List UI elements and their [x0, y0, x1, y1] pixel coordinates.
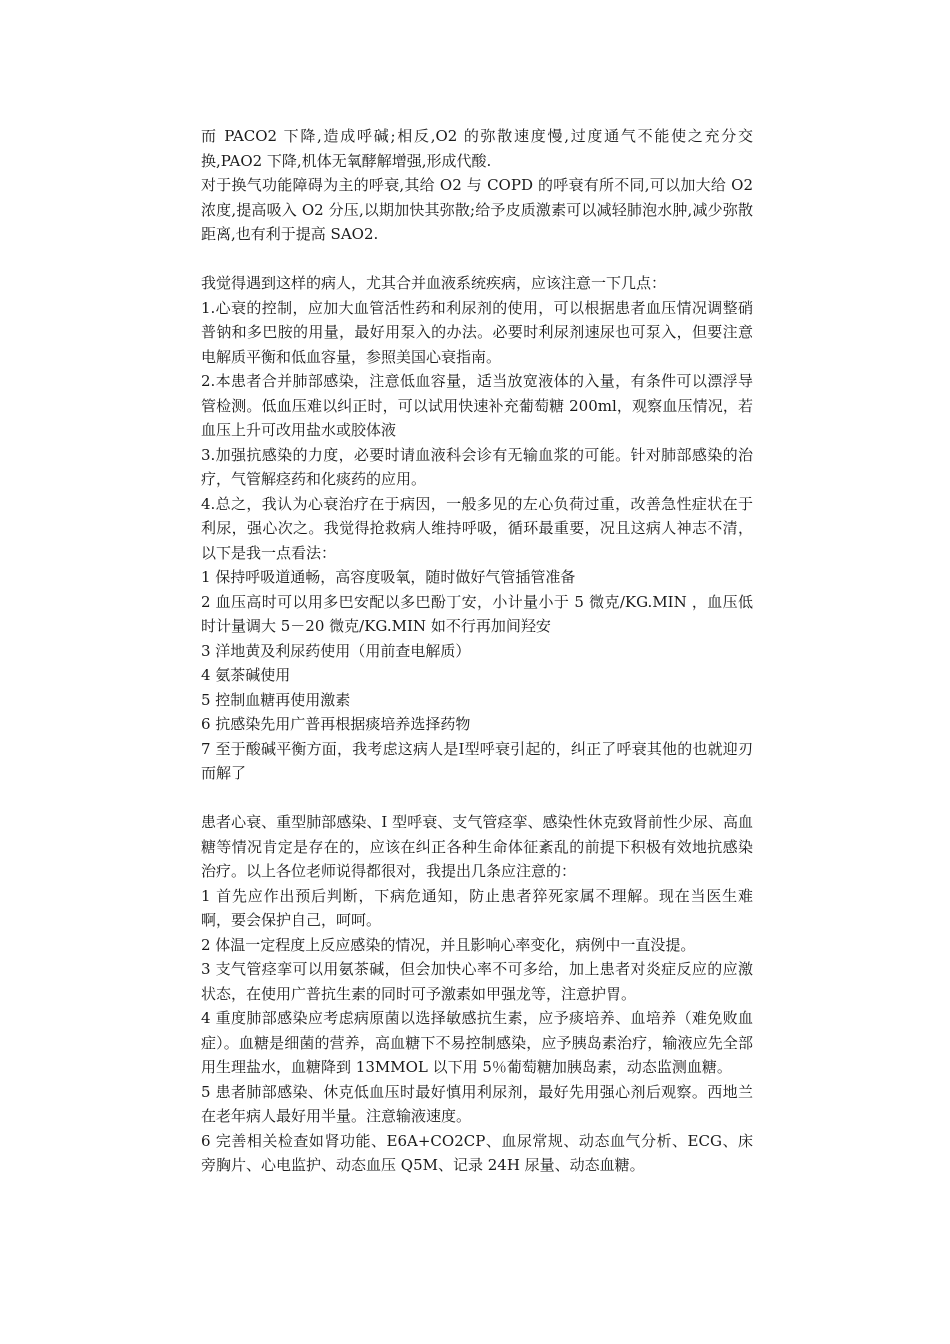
list-item: 1 保持呼吸道通畅，高容度吸氧，随时做好气管插管准备 — [201, 568, 576, 586]
list-item: 4 重度肺部感染应考虑病原菌以选择敏感抗生素，应予痰培养、血培养（难免败血症）。血糖是细菌的营养，高血糖下不易控制感染，应予胰岛素治疗，输液应先全部用生理盐水，血糖降到 13MMOL 以下用 5％葡萄糖加胰岛素，动态监测血糖。 — [201, 1009, 753, 1076]
list-item: 7 至于酸碱平衡方面，我考虑这病人是Ⅰ型呼衰引起的，纠正了呼衰其他的也就迎刃而解了 — [201, 739, 753, 782]
paragraph: 患者心衰、重型肺部感染、I 型呼衰、支气管痉挛、感染性休克致肾前性少尿、高血糖等情况肯定是存在的，应该在纠正各种生命体征紊乱的前提下积极有效地抗感染治疗。以上各位老师说得都很对，我提出几条应注意的： — [201, 813, 753, 880]
list-item: 3.加强抗感染的力度，必要时请血液科会诊有无输血浆的可能。针对肺部感染的治疗，气管解痉药和化痰药的应用。 — [201, 445, 753, 488]
list-item: 2 血压高时可以用多巴安配以多巴酚丁安，小计量小于 5 微克/KG.MIN ，血压低时计量调大 5－20 微克/KG.MIN 如不行再加间羟安 — [201, 592, 753, 635]
list-item: 1.心衰的控制，应加大血管活性药和利尿剂的使用，可以根据患者血压情况调整硝普钠和多巴胺的用量，最好用泵入的办法。必要时利尿剂速尿也可泵入，但要注意电解质平衡和低血容量，参照美国心衰指南。 — [201, 298, 753, 366]
paragraph-gap — [201, 786, 753, 811]
paragraph: 我觉得遇到这样的病人，尤其合并血液系统疾病，应该注意一下几点： — [201, 274, 667, 292]
list-item: 3 支气管痉挛可以用氨茶碱，但会加快心率不可多给，加上患者对炎症反应的应激状态，在使用广普抗生素的同时可予激素如甲强龙等，注意护胃。 — [201, 960, 753, 1003]
list-item: 4.总之，我认为心衰治疗在于病因，一般多见的左心负荷过重，改善急性症状在于利尿，强心次之。我觉得抢救病人维持呼吸，循环最重要，况且这病人神志不清，以下是我一点看法： — [201, 494, 753, 562]
list-item: 5 患者肺部感染、休克低血压时最好慎用利尿剂，最好先用强心剂后观察。西地兰在老年病人最好用半量。注意输液速度。 — [201, 1082, 753, 1125]
list-item: 6 完善相关检查如肾功能、E6A+CO2CP、血尿常规、动态血气分析、ECG、床旁胸片、心电监护、动态血压 Q5M、记录 24H 尿量、动态血糖。 — [201, 1131, 753, 1174]
list-item: 1 首先应作出预后判断，下病危通知，防止患者猝死家属不理解。现在当医生难啊，要会保护自己，呵呵。 — [201, 886, 753, 929]
paragraph-gap — [201, 247, 753, 272]
paragraph: 对于换气功能障碍为主的呼衰,其给 O2 与 COPD 的呼衰有所不同,可以加大给 O2 浓度,提高吸入 O2 分压,以期加快其弥散;给予皮质激素可以减轻肺泡水肿,减少弥散距离,也有利于提高 SAO2. — [201, 176, 753, 243]
list-item: 4 氨茶碱使用 — [201, 666, 291, 684]
paragraph: 而 PACO2 下降,造成呼碱;相反,O2 的弥散速度慢,过度通气不能使之充分交换,PAO2 下降,机体无氧酵解增强,形成代酸. — [201, 127, 753, 170]
list-item: 2.本患者合并肺部感染，注意低血容量，适当放宽液体的入量，有条件可以漂浮导管检测。低血压难以纠正时，可以试用快速补充葡萄糖 200ml，观察血压情况，若血压上升可改用盐水或胶体液 — [201, 372, 753, 439]
list-item: 3 洋地黄及利尿药使用（用前查电解质） — [201, 641, 471, 660]
list-item: 2 体温一定程度上反应感染的情况，并且影响心率变化，病例中一直没提。 — [201, 935, 696, 954]
document-page — [201, 124, 753, 1178]
list-item: 6 抗感染先用广普再根据痰培养选择药物 — [201, 715, 471, 733]
list-item: 5 控制血糖再使用激素 — [201, 690, 351, 709]
